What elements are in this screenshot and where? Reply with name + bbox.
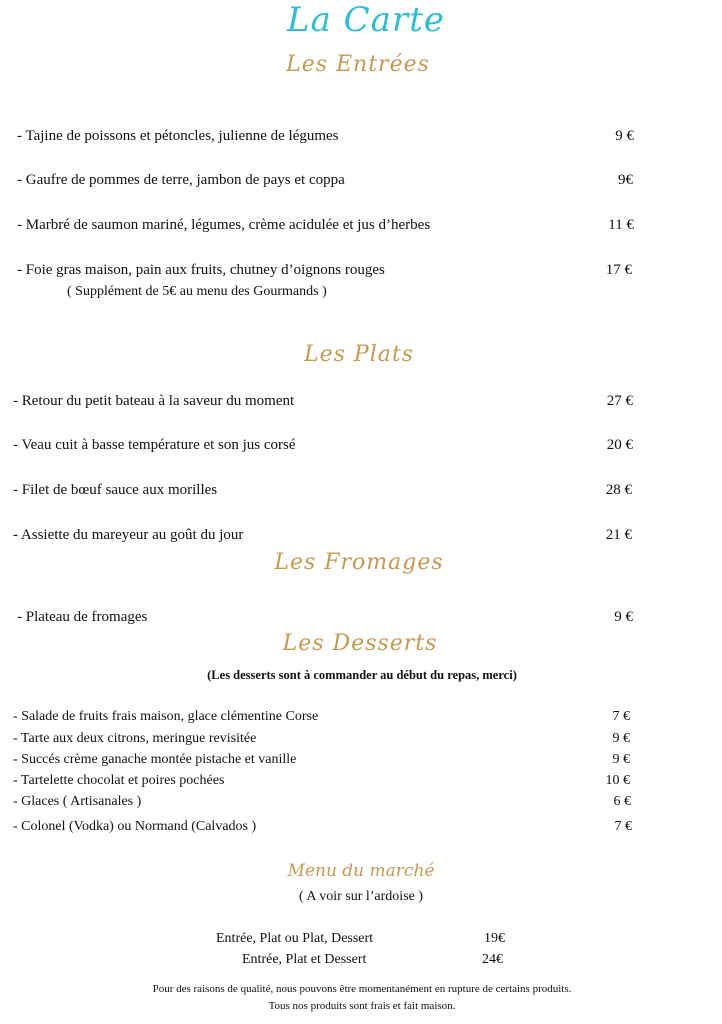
menu-item-label: - Gaufre de pommes de terre, jambon de pays et coppa (17, 172, 345, 188)
menu-item-label: - Foie gras maison, pain aux fruits, chutney d’oignons rouges (17, 262, 385, 278)
menu-item-label: - Colonel (Vodka) ou Normand (Calvados ) (13, 819, 257, 834)
menu-item-label: - Salade de fruits frais maison, glace clémentine Corse (13, 709, 319, 724)
menu-item-price: 9 € (615, 128, 634, 144)
menu-item-price: 7 € (614, 819, 632, 834)
menu-item-label: - Tartelette chocolat et poires pochées (13, 773, 225, 788)
menu-item-label: - Marbré de saumon mariné, légumes, crème acidulée et jus d’herbes (17, 217, 431, 233)
menu-item-price: 7 € (612, 709, 630, 724)
menu-item-label: - Tarte aux deux citrons, meringue revisitée (13, 731, 257, 746)
menu-item-label: - Retour du petit bateau à la saveur du moment (13, 393, 295, 409)
menu-du-marche-subtitle: ( A voir sur l’ardoise ) (298, 889, 424, 904)
supplement-note: ( Supplément de 5€ au menu des Gourmands ) (67, 284, 327, 299)
menu-item-price: 20 € (606, 437, 633, 453)
menu-item-price: 9€ (618, 172, 633, 188)
menu-item-price: 17 € (605, 262, 632, 278)
section-heading-desserts: Les Desserts (282, 631, 438, 656)
section-heading-entrees: Les Entrées (286, 52, 430, 77)
menu-item-price: 6 € (613, 794, 631, 809)
menu-item-label: - Succés crème ganache montée pistache et vanille (13, 752, 297, 767)
menu-item-label: - Glaces ( Artisanales ) (13, 794, 142, 809)
page-title: La Carte (287, 0, 445, 40)
menu-item-label: - Plateau de fromages (17, 609, 148, 625)
formula-price: 24€ (482, 952, 503, 967)
menu-du-marche-heading: Menu du marché (287, 861, 435, 881)
footer-fresh-note: Tous nos produits sont frais et fait maison. (268, 1000, 456, 1012)
section-heading-plats: Les Plats (304, 342, 414, 367)
menu-item-price: 9 € (612, 731, 630, 746)
menu-item-label: - Tajine de poissons et pétoncles, julienne de légumes (17, 128, 339, 144)
desserts-order-note: (Les desserts sont à commander au début du repas, merci) (207, 668, 517, 682)
section-heading-fromages: Les Fromages (274, 550, 444, 575)
menu-item-price: 10 € (605, 773, 630, 788)
menu-item-price: 21 € (605, 527, 632, 543)
menu-item-price: 9 € (612, 752, 630, 767)
formula-label: Entrée, Plat ou Plat, Dessert (216, 931, 374, 946)
menu-item-price: 11 € (608, 217, 634, 233)
formula-price: 19€ (484, 931, 505, 946)
menu-item-label: - Assiette du mareyeur au goût du jour (13, 527, 244, 543)
formula-label: Entrée, Plat et Dessert (242, 952, 367, 967)
footer-disclaimer: Pour des raisons de qualité, nous pouvons être momentanément en rupture de certains produits. (152, 983, 572, 995)
menu-item-label: - Filet de bœuf sauce aux morilles (13, 482, 218, 498)
menu-item-label: - Veau cuit à basse température et son jus corsé (13, 437, 296, 453)
menu-item-price: 27 € (606, 393, 633, 409)
menu-item-price: 28 € (605, 482, 632, 498)
menu-item-price: 9 € (614, 609, 633, 625)
